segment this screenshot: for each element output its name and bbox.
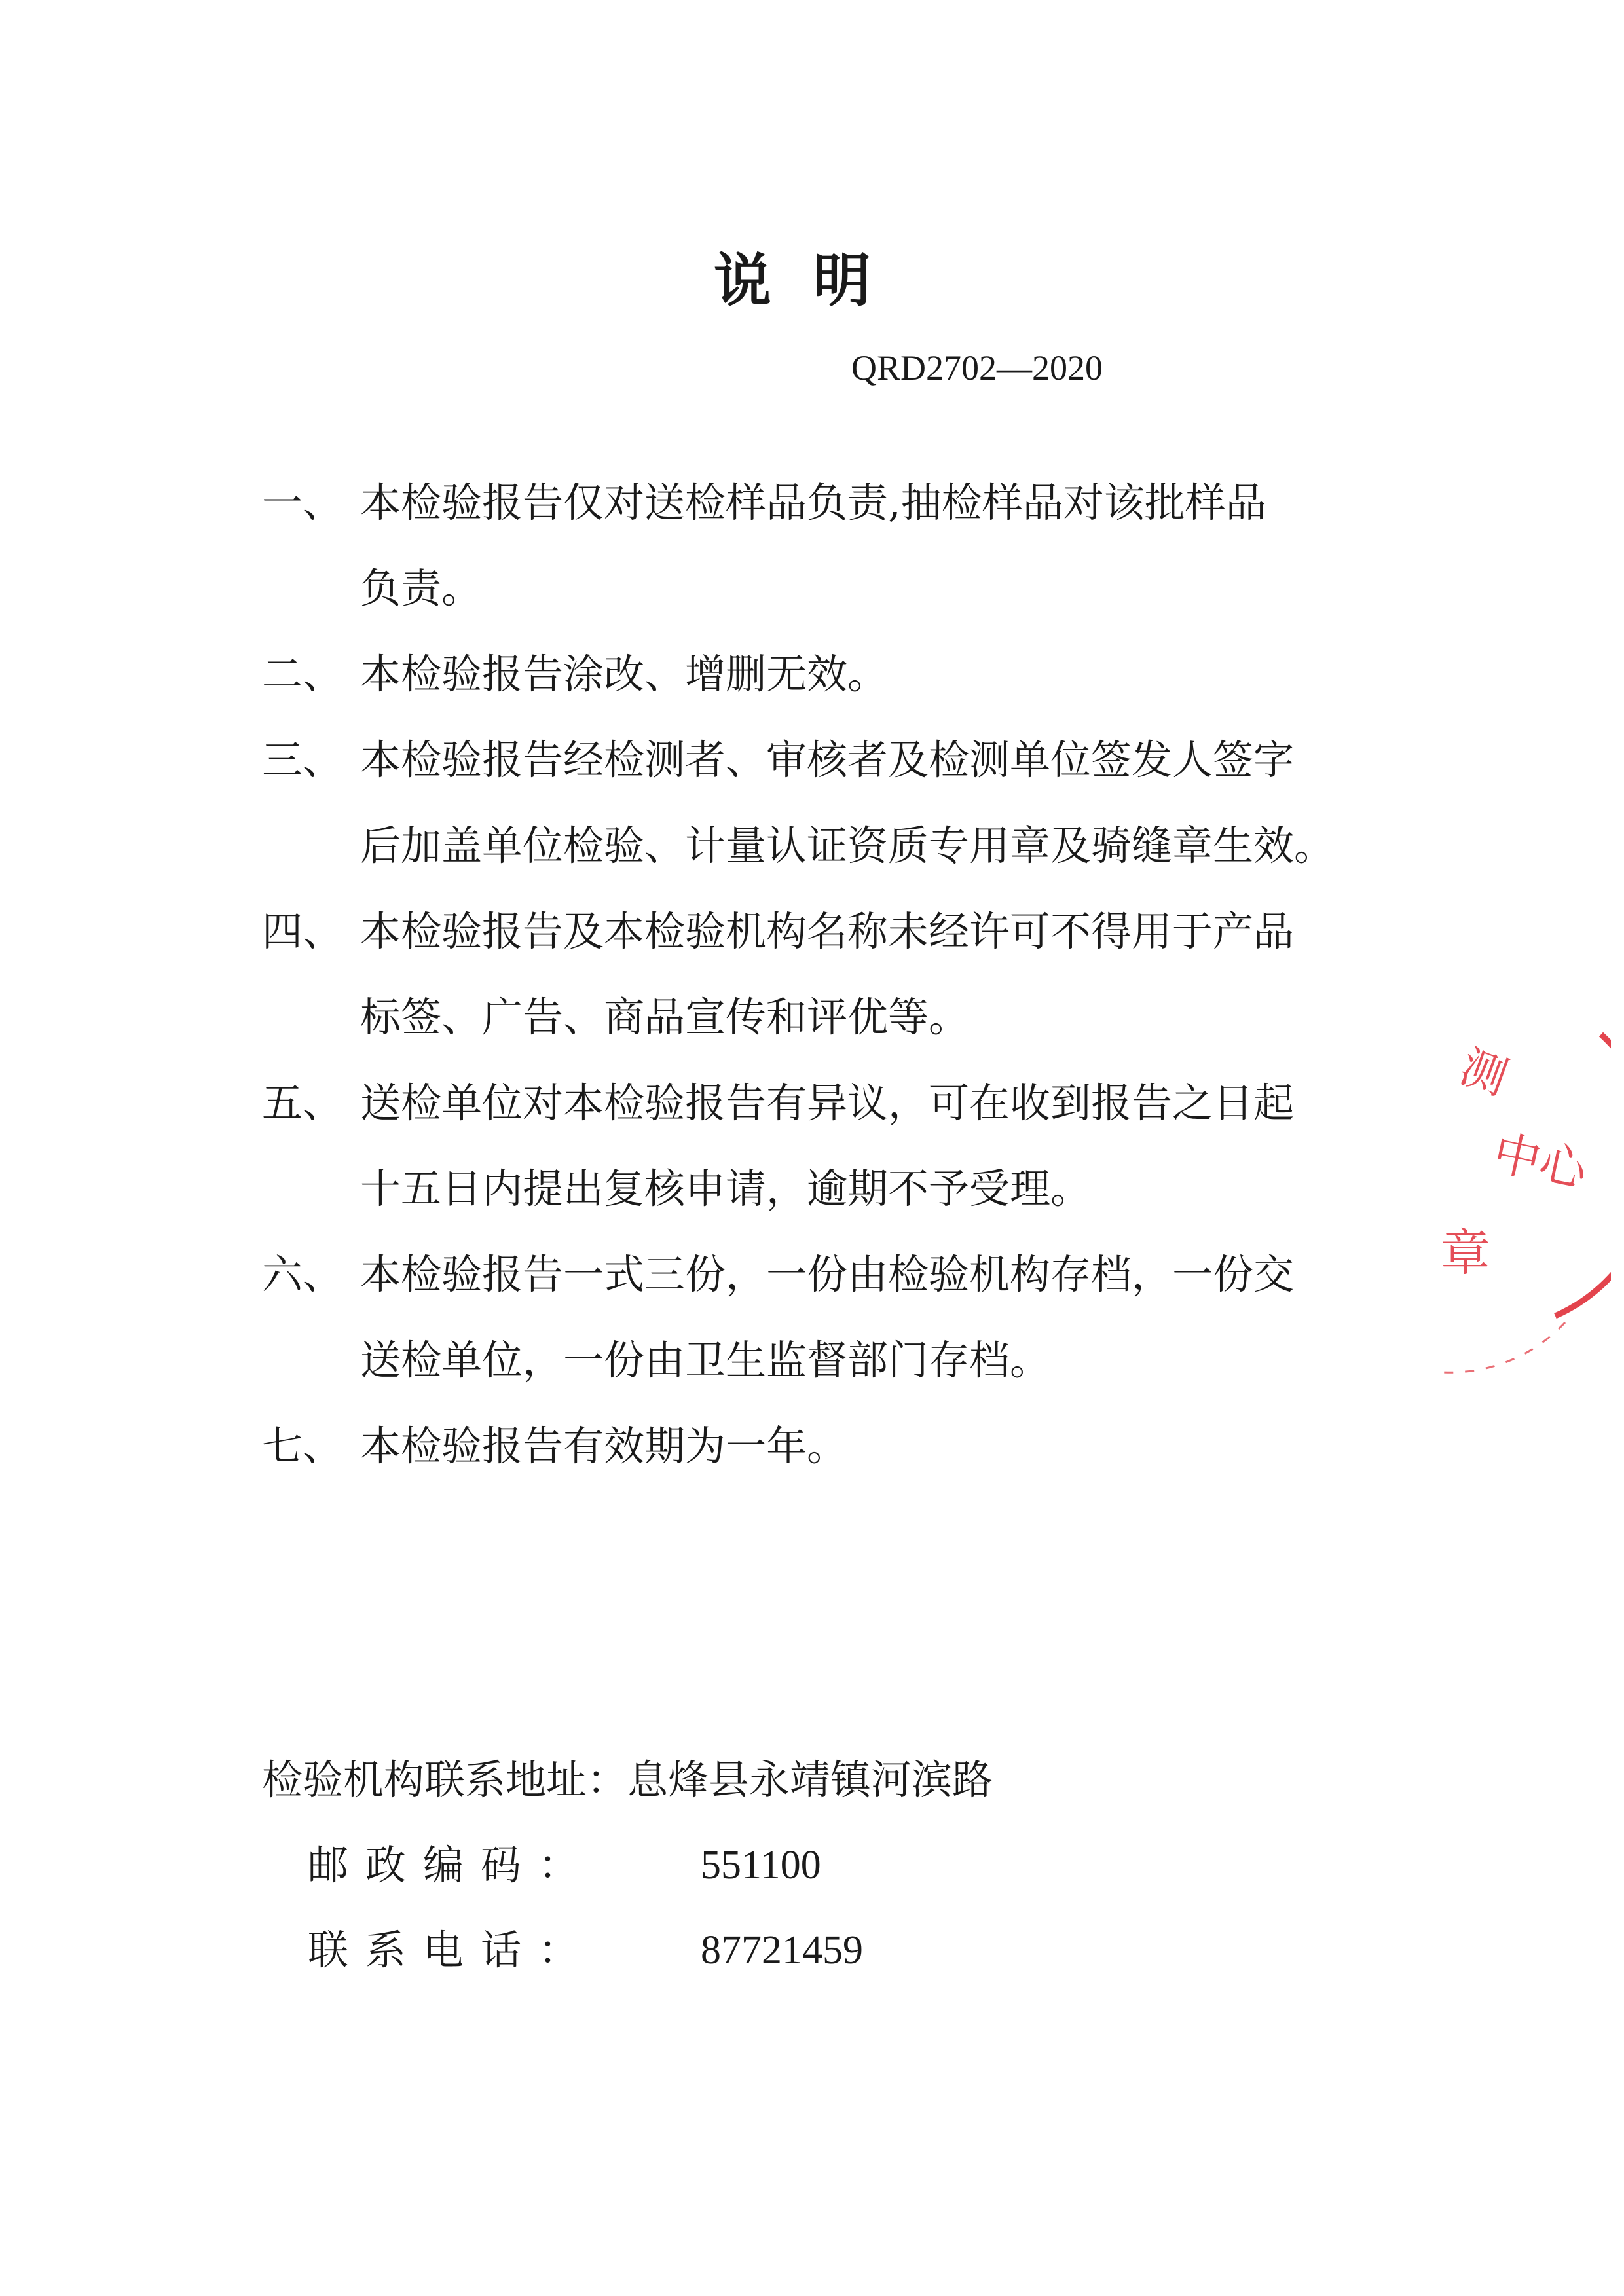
item-number: 五、	[262, 1079, 344, 1127]
item-text	[360, 1060, 1388, 1231]
item-number: 一、	[262, 479, 344, 526]
document-number: QRD2702—2020	[851, 348, 1103, 388]
seal-stamp	[1414, 1008, 1611, 1375]
item-line: 本检验报告仅对送检样品负责,抽检样品对该批样品	[360, 479, 1266, 526]
seal-char: 测	[1453, 1039, 1515, 1106]
seal-char: 中心	[1488, 1124, 1593, 1198]
item-line: 本检验报告一式三份，一份由检验机构存档，一份交	[360, 1250, 1295, 1298]
postcode-label: 邮政编码：	[308, 1841, 597, 1889]
item-line: 标签、广告、商品宣传和评优等。	[360, 993, 970, 1041]
item-line: 送检单位，一份由卫生监督部门存档。	[360, 1336, 1051, 1384]
item-line: 后加盖单位检验、计量认证资质专用章及骑缝章生效。	[360, 822, 1335, 869]
contact-address	[262, 1756, 993, 1804]
page-title: 说明	[714, 247, 913, 314]
item-line: 本检验报告有效期为一年。	[360, 1422, 848, 1470]
item-number: 七、	[262, 1422, 344, 1470]
phone-value: 87721459	[701, 1928, 863, 1973]
item-number: 三、	[262, 736, 344, 784]
address-label: 检验机构联系地址：	[262, 1756, 628, 1804]
item-text	[360, 460, 1388, 631]
item-line: 十五日内提出复核申请，逾期不予受理。	[360, 1165, 1092, 1212]
item-line: 负责。	[360, 564, 483, 612]
item-line: 本检验报告经检测者、审核者及检测单位签发人签字	[360, 736, 1295, 784]
phone-label: 联系电话：	[308, 1926, 597, 1974]
item-number: 四、	[262, 907, 344, 955]
item-number: 六、	[262, 1250, 344, 1298]
item-line: 本检验报告及本检验机构名称未经许可不得用于产品	[360, 907, 1295, 955]
item-line: 送检单位对本检验报告有异议，可在收到报告之日起	[360, 1079, 1295, 1127]
item-text	[360, 717, 1388, 888]
postcode-value: 551100	[701, 1843, 821, 1887]
item-text	[360, 631, 1388, 717]
seal-ring-faint	[1434, 1322, 1565, 1372]
address-value: 息烽县永靖镇河滨路	[627, 1756, 993, 1804]
item-text	[360, 1403, 1388, 1489]
item-line: 本检验报告涂改、增删无效。	[360, 650, 889, 698]
item-text	[360, 888, 1388, 1060]
item-number: 二、	[262, 650, 344, 698]
seal-char: 章	[1441, 1224, 1490, 1282]
item-text	[360, 1231, 1388, 1403]
